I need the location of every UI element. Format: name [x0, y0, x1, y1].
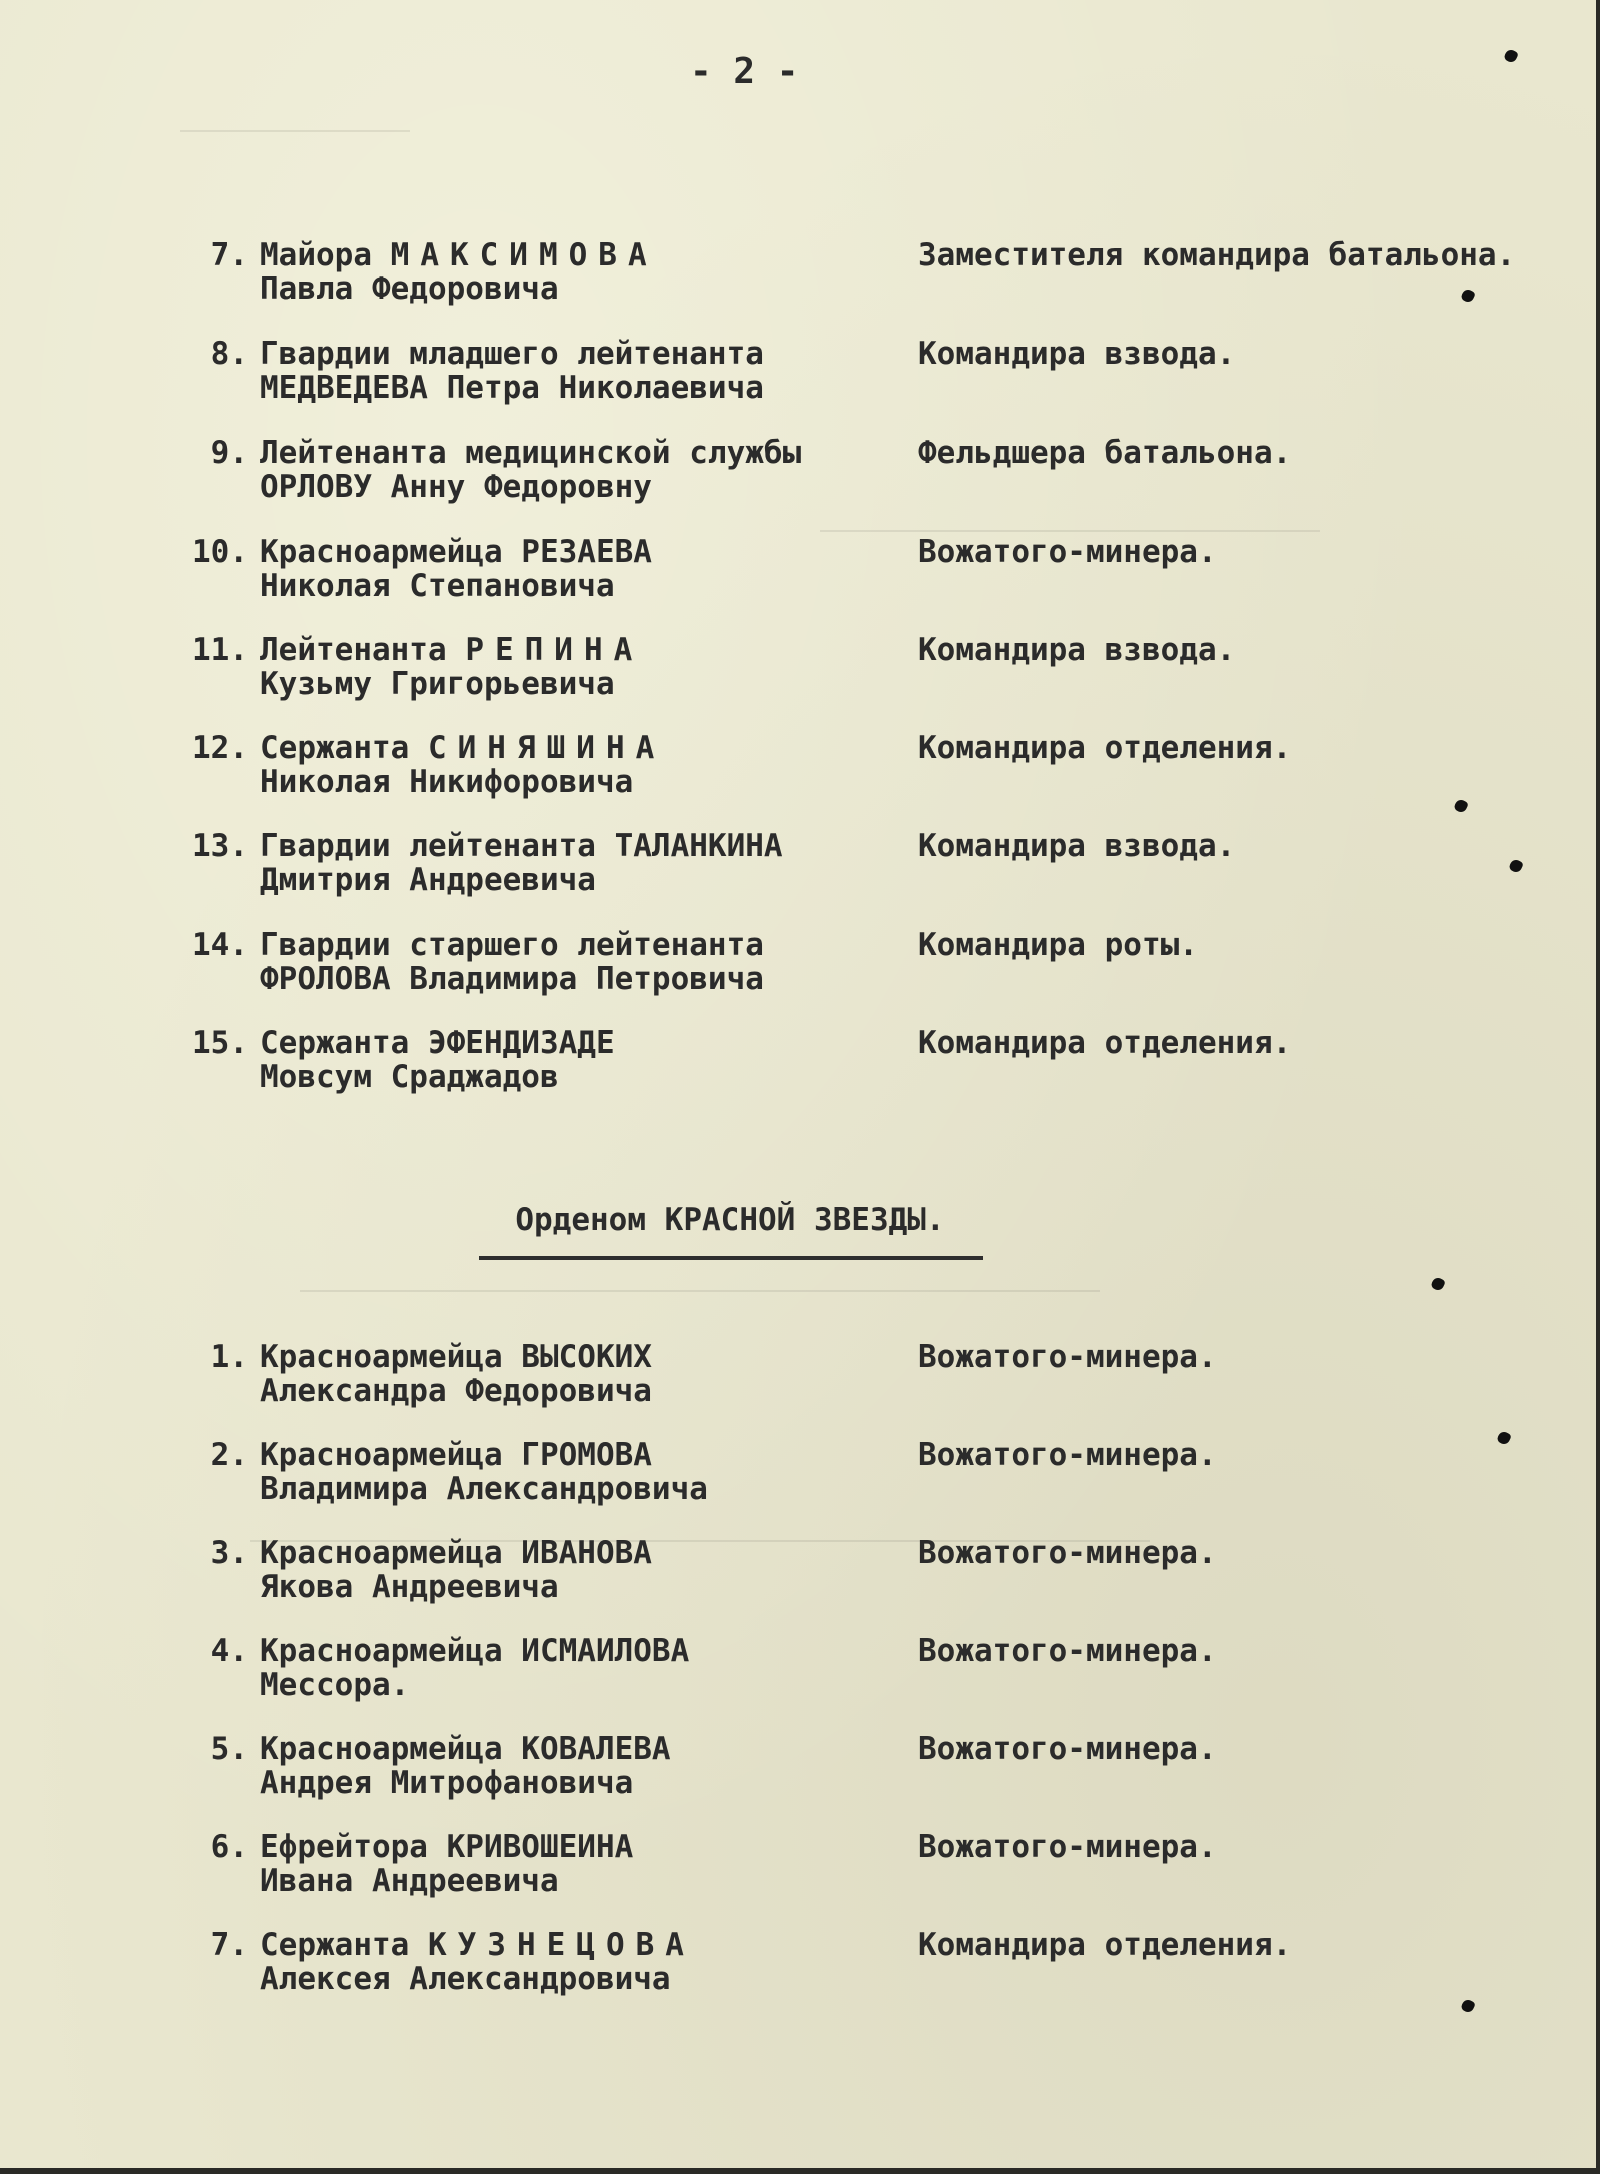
- position-title: Вожатого-минера.: [918, 1731, 1217, 1767]
- rank-and-surname: Гвардии старшего лейтенанта: [260, 927, 764, 963]
- given-names: Мессора.: [260, 1667, 410, 1703]
- rank-and-surname: Сержанта СИНЯШИНА: [260, 730, 666, 766]
- rank-and-surname: Красноармейца КОВАЛЕВА: [260, 1731, 671, 1767]
- list-item: [0, 1928, 1600, 2008]
- rank-and-surname: Красноармейца ИСМАИЛОВА: [260, 1633, 690, 1669]
- section-heading: Орденом КРАСНОЙ ЗВЕЗДЫ.: [515, 1202, 945, 1238]
- item-number: 2.: [210, 1437, 248, 1473]
- position-title: Вожатого-минера.: [918, 1535, 1217, 1571]
- given-names: Павла Федоровича: [260, 271, 559, 307]
- item-number: 6.: [210, 1829, 248, 1865]
- list-item: [0, 1026, 1600, 1106]
- list-item: [0, 1438, 1600, 1518]
- rank-and-surname: Лейтенанта РЕПИНА: [260, 632, 644, 668]
- given-names: Николая Степановича: [260, 568, 615, 604]
- item-number: 13.: [192, 828, 248, 864]
- given-names: МЕДВЕДЕВА Петра Николаевича: [260, 370, 764, 406]
- binding-hole-mark: [1430, 1276, 1446, 1292]
- binding-hole-mark: [1503, 48, 1519, 64]
- item-number: 4.: [210, 1633, 248, 1669]
- list-item: [0, 1732, 1600, 1812]
- item-number: 14.: [192, 927, 248, 963]
- given-names: Алексея Александровича: [260, 1961, 671, 1997]
- position-title: Командира взвода.: [918, 632, 1236, 668]
- given-names: ОРЛОВУ Анну Федоровну: [260, 469, 652, 505]
- item-number: 10.: [192, 534, 248, 570]
- rank-and-surname: Сержанта КУЗНЕЦОВА: [260, 1927, 695, 1963]
- position-title: Заместителя командира батальона.: [918, 237, 1516, 273]
- position-title: Командира отделения.: [918, 1025, 1292, 1061]
- position-title: Фельдшера батальона.: [918, 435, 1292, 471]
- item-number: 3.: [210, 1535, 248, 1571]
- list-item: [0, 1536, 1600, 1616]
- given-names: Кузьму Григорьевича: [260, 666, 615, 702]
- position-title: Вожатого-минера.: [918, 1437, 1217, 1473]
- position-title: Вожатого-минера.: [918, 1339, 1217, 1375]
- position-title: Командира отделения.: [918, 1927, 1292, 1963]
- page-number: - 2 -: [690, 51, 799, 92]
- given-names: ФРОЛОВА Владимира Петровича: [260, 961, 764, 997]
- given-names: Мовсум Сраджадов: [260, 1059, 559, 1095]
- item-number: 5.: [210, 1731, 248, 1767]
- list-item: [0, 238, 1600, 318]
- given-names: Николая Никифоровича: [260, 764, 634, 800]
- given-names: Якова Андреевича: [260, 1569, 559, 1605]
- position-title: Командира роты.: [918, 927, 1198, 963]
- rank-and-surname: Лейтенанта медицинской службы: [260, 435, 802, 471]
- position-title: Командира взвода.: [918, 828, 1236, 864]
- rank-and-surname: Сержанта ЭФЕНДИЗАДЕ: [260, 1025, 615, 1061]
- given-names: Андрея Митрофановича: [260, 1765, 634, 1801]
- list-item: [0, 633, 1600, 713]
- rank-and-surname: Майора МАКСИМОВА: [260, 237, 658, 273]
- rank-and-surname: Красноармейца РЕЗАЕВА: [260, 534, 652, 570]
- list-item: [0, 1340, 1600, 1420]
- position-title: Командира взвода.: [918, 336, 1236, 372]
- rank-and-surname: Красноармейца ИВАНОВА: [260, 1535, 652, 1571]
- position-title: Вожатого-минера.: [918, 1633, 1217, 1669]
- page-edge: [0, 2168, 1600, 2174]
- position-title: Вожатого-минера.: [918, 1829, 1217, 1865]
- position-title: Командира отделения.: [918, 730, 1292, 766]
- item-number: 7.: [210, 1927, 248, 1963]
- given-names: Александра Федоровича: [260, 1373, 652, 1409]
- item-number: 7.: [210, 237, 248, 273]
- item-number: 8.: [210, 336, 248, 372]
- list-item: [0, 535, 1600, 615]
- list-item: [0, 436, 1600, 516]
- given-names: Ивана Андреевича: [260, 1863, 559, 1899]
- item-number: 12.: [192, 730, 248, 766]
- list-item: [0, 829, 1600, 909]
- rank-and-surname: Гвардии младшего лейтенанта: [260, 336, 764, 372]
- given-names: Дмитрия Андреевича: [260, 862, 596, 898]
- list-item: [0, 731, 1600, 811]
- rank-and-surname: Гвардии лейтенанта ТАЛАНКИНА: [260, 828, 783, 864]
- bleed-through-mark: [180, 130, 410, 132]
- item-number: 11.: [192, 632, 248, 668]
- list-item: [0, 337, 1600, 417]
- page-edge: [1596, 0, 1600, 2174]
- item-number: 9.: [210, 435, 248, 471]
- list-item: [0, 1634, 1600, 1714]
- rank-and-surname: Ефрейтора КРИВОШЕИНА: [260, 1829, 634, 1865]
- position-title: Вожатого-минера.: [918, 534, 1217, 570]
- item-number: 15.: [192, 1025, 248, 1061]
- given-names: Владимира Александровича: [260, 1471, 708, 1507]
- rank-and-surname: Красноармейца ВЫСОКИХ: [260, 1339, 652, 1375]
- bleed-through-mark: [820, 530, 1320, 532]
- list-item: [0, 928, 1600, 1008]
- rank-and-surname: Красноармейца ГРОМОВА: [260, 1437, 652, 1473]
- bleed-through-mark: [300, 1290, 1100, 1292]
- item-number: 1.: [210, 1339, 248, 1375]
- list-item: [0, 1830, 1600, 1910]
- heading-underline: [479, 1256, 983, 1260]
